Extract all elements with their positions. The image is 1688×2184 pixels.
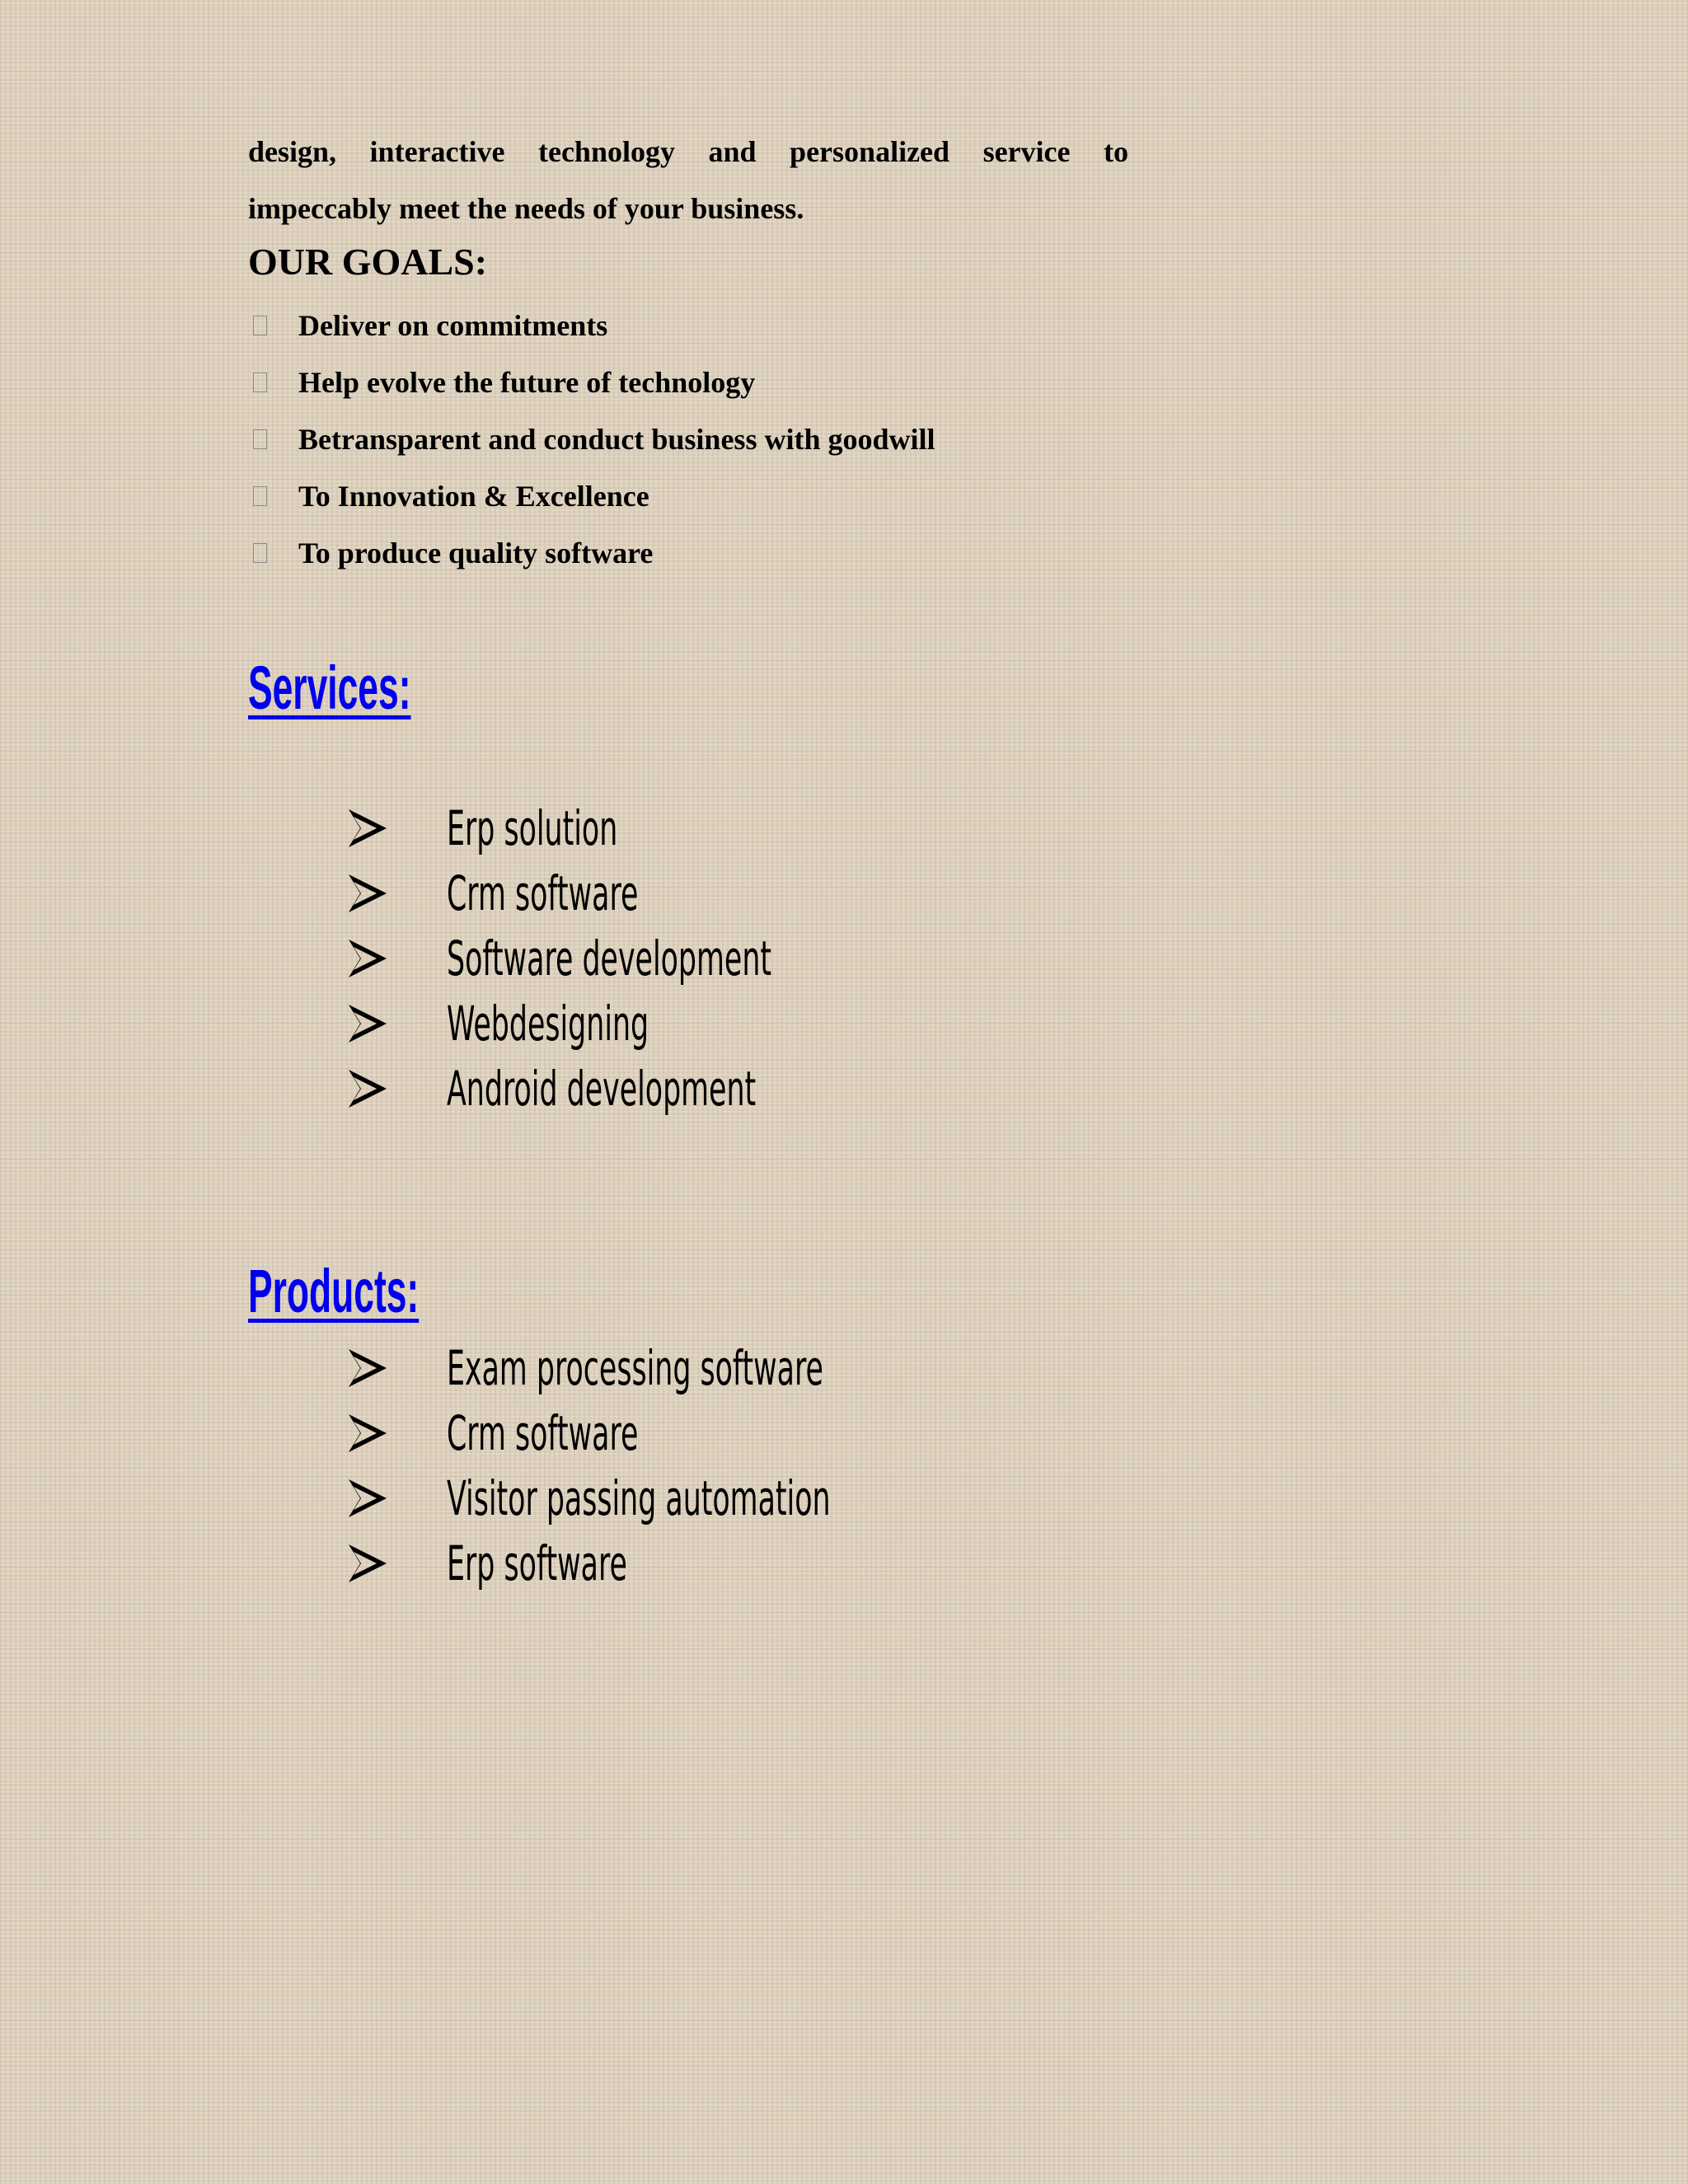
product-item — [346, 1400, 1086, 1465]
service-item — [346, 1056, 988, 1121]
service-label: Erp solution — [447, 799, 618, 856]
goal-text: To Innovation & Excellence — [298, 479, 649, 513]
service-label: Webdesigning — [447, 995, 649, 1052]
goal-text: Help evolve the future of technology — [298, 365, 756, 399]
empty-square-bullet-icon — [253, 486, 267, 506]
empty-square-bullet-icon — [253, 429, 267, 449]
service-item — [346, 991, 988, 1056]
goal-item — [248, 297, 935, 354]
arrowhead-bullet-icon — [346, 1477, 389, 1520]
product-label: Erp software — [447, 1535, 627, 1591]
goal-item — [248, 354, 935, 410]
services-heading[interactable]: Services: — [248, 654, 411, 722]
service-item — [346, 795, 988, 860]
product-item — [346, 1465, 1086, 1530]
service-item — [346, 860, 988, 926]
intro-paragraph — [248, 124, 1128, 237]
services-list — [346, 795, 988, 1121]
product-label: Crm software — [447, 1404, 639, 1461]
empty-square-bullet-icon — [253, 316, 267, 335]
goal-item — [248, 467, 935, 524]
empty-square-bullet-icon — [253, 543, 267, 563]
goals-list — [248, 297, 935, 581]
service-label: Android development — [447, 1060, 757, 1117]
arrowhead-bullet-icon — [346, 807, 389, 850]
product-label: Exam processing software — [447, 1339, 823, 1396]
goals-heading: OUR GOALS: — [248, 241, 488, 283]
product-item — [346, 1335, 1086, 1400]
arrowhead-bullet-icon — [346, 1067, 389, 1110]
products-list — [346, 1335, 1086, 1596]
service-label: Crm software — [447, 865, 639, 921]
product-label: Visitor passing automation — [447, 1469, 831, 1526]
arrowhead-bullet-icon — [346, 872, 389, 915]
arrowhead-bullet-icon — [346, 1347, 389, 1390]
intro-line-2: impeccably meet the needs of your business. — [248, 192, 804, 225]
goal-text: Deliver on commitments — [298, 308, 608, 342]
intro-line-1: design, interactive technology and personalized service to — [248, 135, 1128, 168]
goal-item — [248, 524, 935, 581]
goal-item — [248, 410, 935, 467]
goal-text: To produce quality software — [298, 536, 654, 569]
empty-square-bullet-icon — [253, 373, 267, 392]
arrowhead-bullet-icon — [346, 1542, 389, 1585]
arrowhead-bullet-icon — [346, 937, 389, 980]
service-item — [346, 926, 988, 991]
service-label: Software development — [447, 930, 772, 987]
goal-text: Betransparent and conduct business with goodwill — [298, 422, 935, 456]
product-item — [346, 1530, 1086, 1596]
arrowhead-bullet-icon — [346, 1412, 389, 1455]
products-heading[interactable]: Products: — [248, 1257, 420, 1325]
arrowhead-bullet-icon — [346, 1002, 389, 1045]
